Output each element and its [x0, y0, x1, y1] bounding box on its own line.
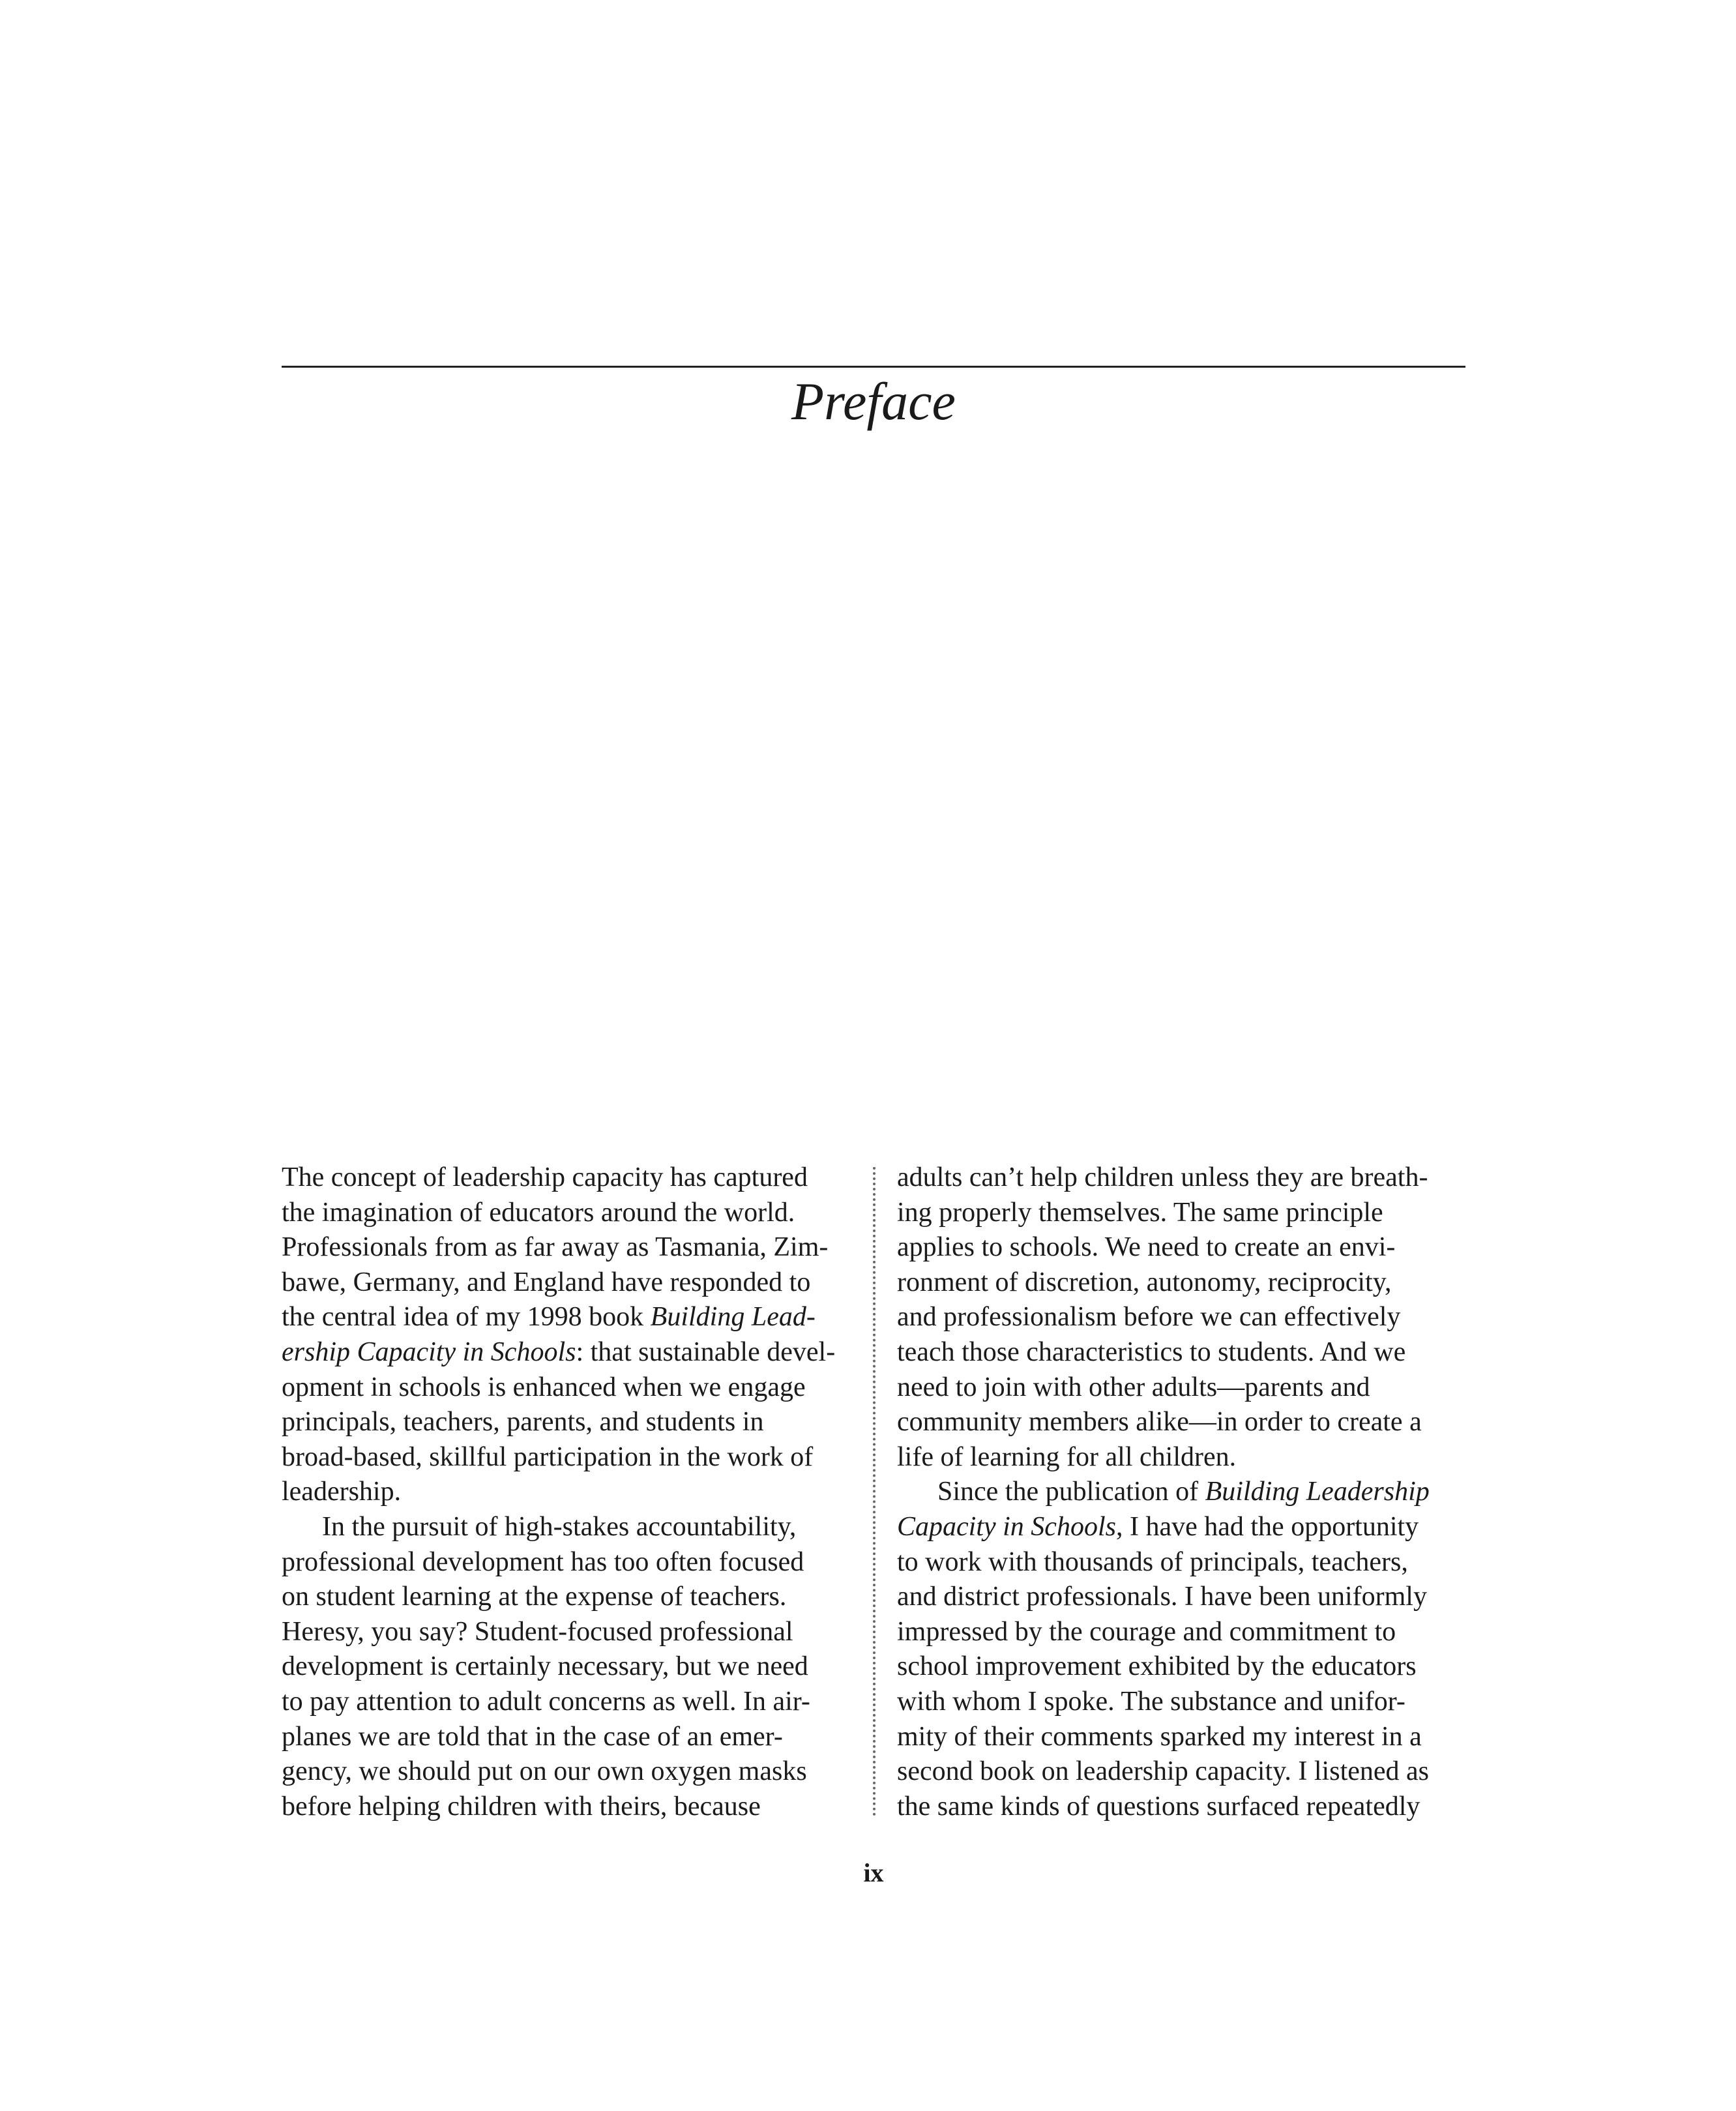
- text-run: : that sustainable devel-: [576, 1336, 836, 1367]
- text-line: [897, 1440, 1464, 1475]
- text-line: [897, 1335, 1464, 1370]
- text-run: Since the publication of: [937, 1477, 1205, 1507]
- text-line: [282, 1649, 849, 1685]
- text-line: [282, 1510, 849, 1545]
- italic-book-title: Building Lead-: [650, 1302, 816, 1333]
- text-line: [897, 1370, 1464, 1406]
- text-run: to work with thousands of principals, teachers,: [897, 1546, 1408, 1577]
- text-run: broad-based, skillful participation in the work of: [282, 1441, 814, 1472]
- text-line: [282, 1265, 849, 1301]
- text-line: [282, 1335, 849, 1370]
- text-run: life of learning for all children.: [897, 1441, 1237, 1472]
- text-line: [282, 1405, 849, 1440]
- text-line: [897, 1545, 1464, 1580]
- text-run: on student learning at the expense of teachers.: [282, 1582, 787, 1612]
- column-divider: [873, 1167, 875, 1816]
- text-line: [282, 1754, 849, 1790]
- text-line: [282, 1615, 849, 1650]
- text-run: mity of their comments sparked my interest in a: [897, 1721, 1422, 1752]
- text-line: [282, 1160, 849, 1196]
- page-title: Preface: [791, 372, 956, 431]
- text-run: leadership.: [282, 1477, 402, 1507]
- text-run: impressed by the courage and commitment to: [897, 1616, 1396, 1647]
- text-run: to pay attention to adult concerns as well. In air-: [282, 1686, 810, 1717]
- text-run: Heresy, you say? Student-focused professional: [282, 1616, 793, 1647]
- text-run: teach those characteristics to students. And we: [897, 1336, 1406, 1367]
- text-run: professional development has too often focused: [282, 1546, 804, 1577]
- text-line: [282, 1475, 849, 1510]
- text-line: [282, 1685, 849, 1720]
- text-line: [897, 1754, 1464, 1790]
- text-line: [282, 1790, 849, 1825]
- text-line: [282, 1545, 849, 1580]
- text-run: the central idea of my 1998 book: [282, 1302, 651, 1333]
- text-run: applies to schools. We need to create an envi-: [897, 1232, 1396, 1263]
- text-line: [897, 1196, 1464, 1231]
- text-line: [282, 1580, 849, 1615]
- text-line: [282, 1720, 849, 1755]
- page-number: ix: [863, 1858, 884, 1887]
- text-run: with whom I spoke. The substance and unifor-: [897, 1686, 1405, 1717]
- text-line: [897, 1300, 1464, 1335]
- text-run: the same kinds of questions surfaced repeatedly: [897, 1791, 1420, 1822]
- italic-book-title: Building Leadership: [1205, 1477, 1430, 1507]
- text-line: [897, 1615, 1464, 1650]
- text-run: and professionalism before we can effectively: [897, 1302, 1401, 1333]
- text-run: gency, we should put on our own oxygen masks: [282, 1756, 807, 1787]
- italic-book-title: ership Capacity in Schools: [282, 1336, 576, 1367]
- text-line: [897, 1510, 1464, 1545]
- text-run: and district professionals. I have been uniformly: [897, 1582, 1427, 1612]
- text-run: , I have had the opportunity: [1115, 1511, 1419, 1542]
- text-run: need to join with other adults—parents and: [897, 1372, 1370, 1402]
- text-line: [282, 1230, 849, 1265]
- text-run: opment in schools is enhanced when we engage: [282, 1372, 806, 1402]
- right-column: [897, 1160, 1464, 1824]
- text-line: [282, 1300, 849, 1335]
- text-line: [282, 1370, 849, 1406]
- text-line: [897, 1265, 1464, 1301]
- text-line: [897, 1649, 1464, 1685]
- text-line: [897, 1405, 1464, 1440]
- text-line: [897, 1580, 1464, 1615]
- text-run: planes we are told that in the case of an emer-: [282, 1721, 783, 1752]
- text-run: In the pursuit of high-stakes accountability,: [322, 1511, 797, 1542]
- italic-book-title: Capacity in Schools: [897, 1511, 1116, 1542]
- text-line: [897, 1790, 1464, 1825]
- text-run: bawe, Germany, and England have responded to: [282, 1267, 811, 1297]
- text-line: [897, 1160, 1464, 1196]
- text-run: the imagination of educators around the world.: [282, 1197, 795, 1228]
- text-line: [897, 1685, 1464, 1720]
- text-run: The concept of leadership capacity has captured: [282, 1162, 808, 1192]
- text-run: development is certainly necessary, but we need: [282, 1651, 808, 1682]
- text-line: [897, 1230, 1464, 1265]
- left-column: [282, 1160, 849, 1824]
- text-run: second book on leadership capacity. I listened as: [897, 1756, 1430, 1787]
- text-run: community members alike—in order to create a: [897, 1407, 1422, 1438]
- text-run: Professionals from as far away as Tasmania, Zim-: [282, 1232, 829, 1263]
- text-line: [282, 1440, 849, 1475]
- text-run: adults can’t help children unless they are breath-: [897, 1162, 1428, 1192]
- text-run: ing properly themselves. The same principle: [897, 1197, 1383, 1228]
- title-rule: [282, 366, 1465, 368]
- text-run: principals, teachers, parents, and students in: [282, 1407, 764, 1438]
- text-line: [282, 1196, 849, 1231]
- text-run: before helping children with theirs, because: [282, 1791, 761, 1822]
- text-line: [897, 1475, 1464, 1510]
- text-run: ronment of discretion, autonomy, reciprocity,: [897, 1267, 1392, 1297]
- text-line: [897, 1720, 1464, 1755]
- text-run: school improvement exhibited by the educators: [897, 1651, 1417, 1682]
